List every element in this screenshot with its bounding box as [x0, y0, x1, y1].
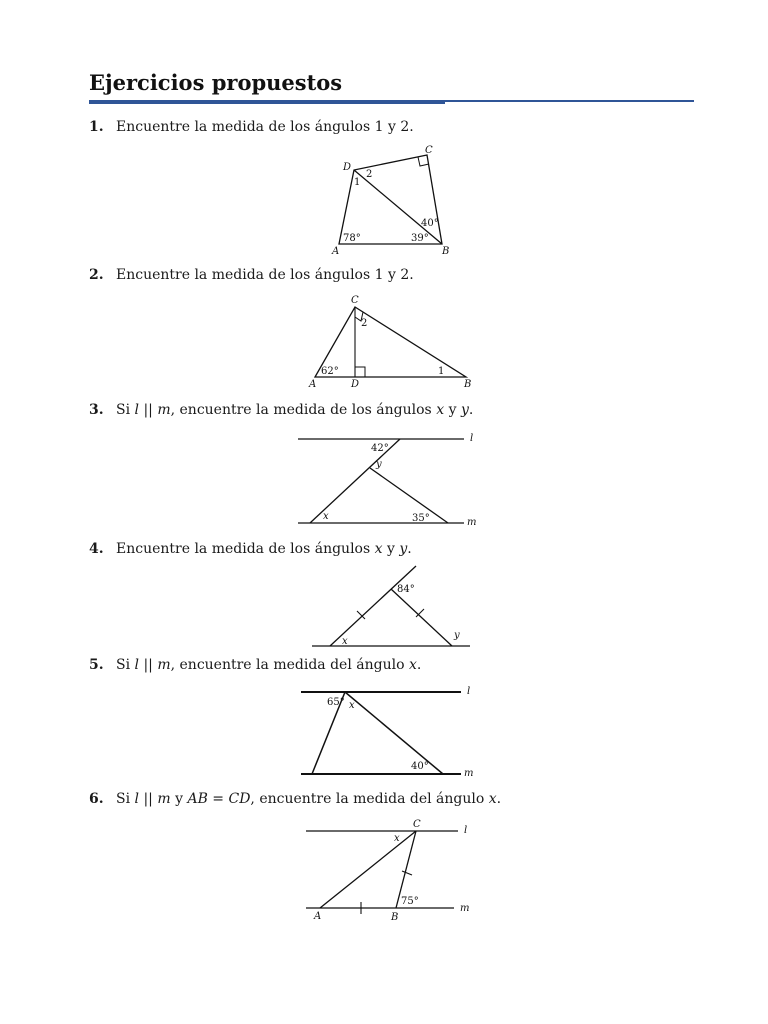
angle-a-label: 78° [343, 233, 361, 244]
angle-42-label: 42° [371, 443, 389, 454]
exercise-prefix: Si [116, 657, 131, 673]
vertex-c-label: C [425, 145, 433, 156]
angle-dba-label: 39° [411, 233, 429, 244]
parallel-condition: l || m [134, 402, 171, 418]
exercise-number: 2. [89, 267, 104, 283]
period: . [416, 657, 422, 673]
angle-35-label: 35° [412, 513, 430, 524]
exercise-text: , encuentre la medida del ángulo [250, 791, 485, 807]
variable-y: y [399, 541, 408, 557]
right-angle-mark-d [355, 367, 365, 377]
vertex-b-label: B [464, 379, 472, 390]
angle-84-label: 84° [397, 584, 415, 595]
angle-x-label: x [394, 833, 400, 844]
conjunction: y [386, 541, 395, 557]
segment [370, 468, 448, 523]
exercise-text: Encuentre la medida de los ángulos 1 y 2. [116, 119, 414, 135]
figure-6 [300, 815, 480, 927]
figure-2 [300, 290, 480, 390]
angle-2-label: 2 [366, 169, 373, 180]
parallel-condition: l || m [134, 791, 171, 807]
exercise-number: 1. [89, 119, 104, 135]
variable-x: x [408, 657, 417, 673]
angle-x-label: x [349, 700, 355, 711]
angle-a-label: 62° [321, 366, 339, 377]
exercise-prefix: Si [116, 402, 131, 418]
vertex-a-label: A [309, 379, 317, 390]
period: . [496, 791, 502, 807]
vertex-a-label: A [332, 246, 340, 257]
vertex-a-label: A [314, 911, 322, 922]
parallel-condition: l || m [134, 657, 171, 673]
variable-x: x [488, 791, 497, 807]
exercise-prefix: Si [116, 791, 131, 807]
side [391, 589, 452, 646]
exercise-text: Encuentre la medida de los ángulos 1 y 2. [116, 267, 414, 283]
exercise-number: 3. [89, 402, 104, 418]
angle-2-label: 2 [361, 318, 368, 329]
angle-1-label: 1 [354, 177, 361, 188]
angle-1-label: 1 [438, 366, 445, 377]
angle-dbc-label: 40° [421, 218, 439, 229]
line-m-label: m [467, 517, 477, 528]
vertex-b-label: B [442, 246, 450, 257]
exercise-number: 4. [89, 541, 104, 557]
line-l-label: l [464, 825, 468, 836]
title-underline-thin [89, 100, 694, 102]
period: . [468, 402, 474, 418]
exercise-6 [89, 790, 501, 808]
exercise-1 [89, 118, 414, 136]
exercise-number: 5. [89, 657, 104, 673]
equal-tick-bc [402, 871, 412, 875]
angle-40-label: 40° [411, 761, 429, 772]
variable-x: x [374, 541, 383, 557]
period: . [407, 541, 412, 557]
exercise-4 [89, 540, 412, 558]
line-m-label: m [464, 768, 474, 779]
exercise-3 [89, 401, 473, 419]
angle-y-label: y [454, 630, 460, 641]
line-l-label: l [470, 433, 474, 444]
line-m-label: m [460, 903, 470, 914]
figure-5 [295, 683, 485, 781]
vertex-c-label: C [413, 819, 421, 830]
angle-y-label: y [376, 459, 382, 470]
exercise-text: , encuentre la medida de los ángulos [170, 402, 432, 418]
figure-4 [300, 560, 480, 652]
angle-75-label: 75° [401, 896, 419, 907]
figure-3 [290, 428, 490, 530]
exercise-text: , encuentre la medida del ángulo [170, 657, 405, 673]
angle-x-label: x [342, 636, 348, 647]
variable-x: x [436, 402, 445, 418]
extended-side [330, 566, 416, 646]
equality-condition: AB = CD [187, 791, 251, 807]
exercise-5 [89, 656, 421, 674]
vertex-d-label: D [351, 379, 360, 390]
exercise-2 [89, 266, 414, 284]
angle-65-label: 65° [327, 697, 345, 708]
conjunction: y [448, 402, 457, 418]
vertex-d-label: D [343, 162, 352, 173]
line-l-label: l [467, 686, 471, 697]
exercise-number: 6. [89, 791, 104, 807]
figure-1 [320, 140, 470, 260]
vertex-c-label: C [351, 295, 359, 306]
diagonal-db [354, 170, 442, 244]
page-title: Ejercicios propuestos [89, 70, 343, 95]
exercise-text: Encuentre la medida de los ángulos [116, 541, 371, 557]
variable-y: y [460, 402, 469, 418]
vertex-b-label: B [391, 912, 399, 923]
angle-x-label: x [323, 511, 329, 522]
conjunction: y [175, 791, 183, 807]
